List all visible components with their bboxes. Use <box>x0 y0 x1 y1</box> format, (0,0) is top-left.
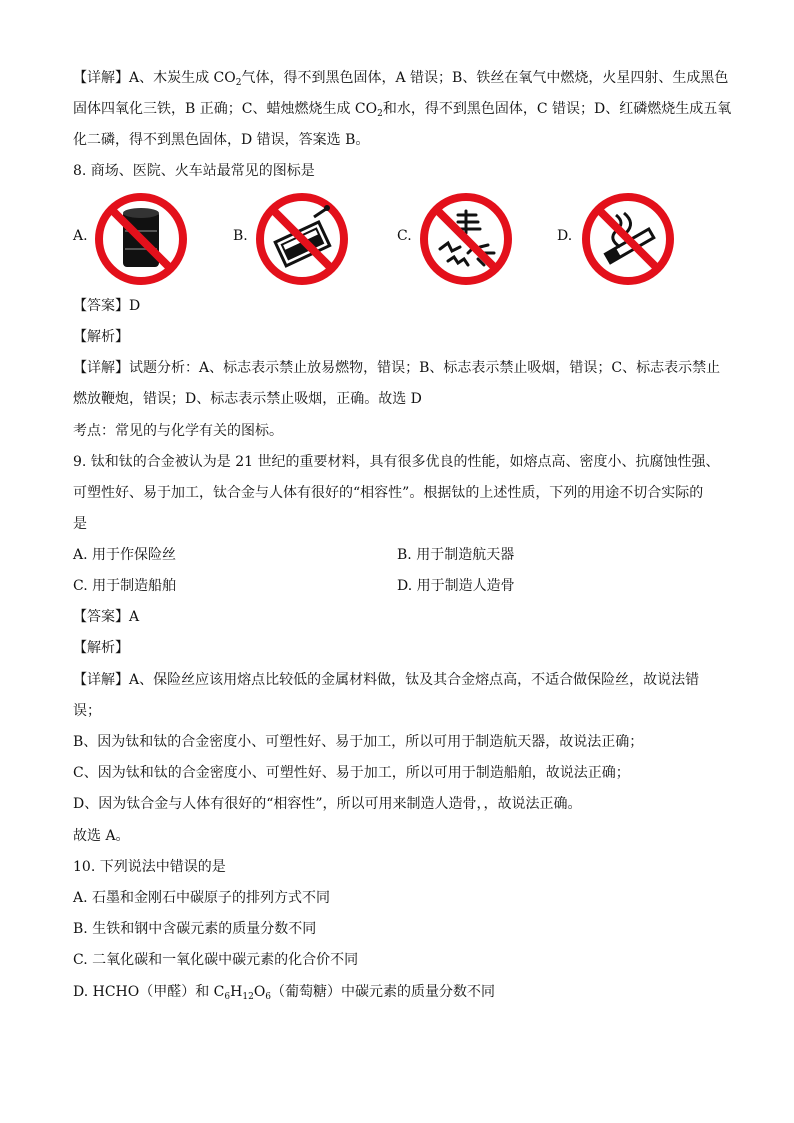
q9-answer: 【答案】A <box>73 609 140 625</box>
q9-option-c: C. 用于制造船舶 <box>73 578 177 594</box>
q9-stem-line-3: 是 <box>73 516 87 532</box>
no-oil-drum-icon <box>93 191 189 287</box>
q8-stem: 8. 商场、医院、火车站最常见的图标是 <box>73 163 315 179</box>
no-smoking-icon <box>580 191 676 287</box>
q8-note: 考点：常见的与化学有关的图标。 <box>73 423 283 439</box>
q9-option-a: A. 用于作保险丝 <box>73 547 177 563</box>
q9-conclusion: 故选 A。 <box>73 828 130 844</box>
q7-detail-line-2: 固体四氧化三铁，B 正确；C、蜡烛燃烧生成 $CO_2$和水，得不到黑色固体，C 错误；D、红磷燃烧生成五氧 <box>73 101 732 119</box>
no-firecrackers-icon <box>418 191 514 287</box>
q9-detail-line-2: 误； <box>73 703 101 719</box>
q9-detail-d: D、因为钛合金与人体有很好的“相容性”，所以可用来制造人造骨，，故说法正确。 <box>73 796 582 812</box>
q8-option-d-label: D. <box>557 228 573 244</box>
q9-option-b: B. 用于制造航天器 <box>397 547 515 563</box>
q9-option-d: D. 用于制造人造骨 <box>397 578 515 594</box>
q9-detail-c: C、因为钛和钛的合金密度小、可塑性好、易于加工，所以可用于制造船舶，故说法正确； <box>73 765 630 781</box>
q8-option-b-label: B. <box>233 228 248 244</box>
q8-detail-line-1: 【详解】试题分析：A、标志表示禁止放易燃物，错误；B、标志表示禁止吸烟，错误；C、标志表示禁止 <box>73 360 721 376</box>
q7-detail-line-3: 化二磷，得不到黑色固体，D 错误，答案选 B。 <box>73 132 370 148</box>
q8-detail-line-2: 燃放鞭炮，错误；D、标志表示禁止吸烟，正确。故选 D <box>73 391 422 407</box>
q9-detail-b: B、因为钛和钛的合金密度小、可塑性好、易于加工，所以可用于制造航天器，故说法正确； <box>73 734 644 750</box>
q8-answer: 【答案】D <box>73 298 141 314</box>
q9-stem-line-1: 9. 钛和钛的合金被认为是 21 世纪的重要材料，具有很多优良的性能，如熔点高、密度小、抗腐蚀性强、 <box>73 454 720 470</box>
q10-stem: 10. 下列说法中错误的是 <box>73 859 226 875</box>
q7-detail-line-1: 【详解】A、木炭生成 $CO_2$气体，得不到黑色固体，A 错误；B、铁丝在氧气中燃烧，火星四射、生成黑色 <box>73 70 729 88</box>
q10-option-c: C. 二氧化碳和一氧化碳中碳元素的化合价不同 <box>73 952 359 968</box>
q9-detail-line-1: 【详解】A、保险丝应该用熔点比较低的金属材料做，钛及其合金熔点高，不适合做保险丝，故说法错 <box>73 672 700 688</box>
q8-option-a-label: A. <box>73 228 88 244</box>
q9-stem-line-2: 可塑性好、易于加工，钛合金与人体有很好的“相容性”。根据钛的上述性质，下列的用途不切合实际的 <box>73 485 704 501</box>
q10-option-a: A. 石墨和金刚石中碳原子的排列方式不同 <box>73 890 331 906</box>
no-matches-icon <box>254 191 350 287</box>
q9-analysis-heading: 【解析】 <box>73 640 129 656</box>
q8-analysis-heading: 【解析】 <box>73 329 129 345</box>
q8-option-c-label: C. <box>397 228 412 244</box>
q10-option-d: D. HCHO（甲醛）和 $C_6H_{12}O_6$（葡萄糖）中碳元素的质量分数不同 <box>73 984 496 1002</box>
q10-option-b: B. 生铁和钢中含碳元素的质量分数不同 <box>73 921 317 937</box>
